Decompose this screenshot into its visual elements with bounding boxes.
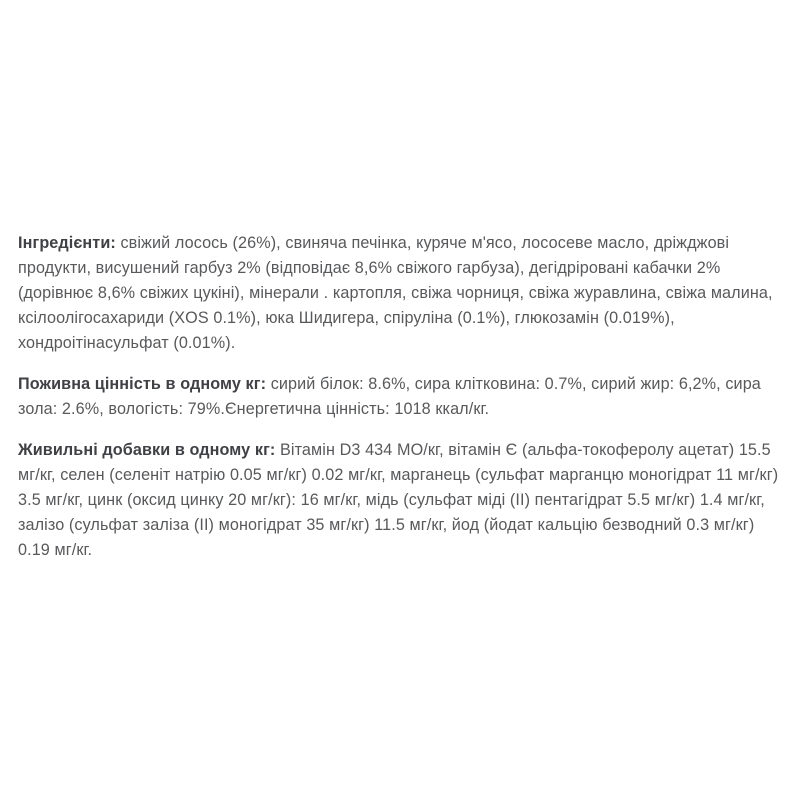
nutritional-value-heading: Поживна цінність в одному кг: xyxy=(18,375,267,393)
ingredients-paragraph xyxy=(18,231,784,356)
ingredients-text: свіжий лосось (26%), свиняча печінка, куряче м'ясо, лососеве масло, дріжджові продукти, висушений гарбуз 2% (відповідає 8,6% свіжого гарбуза), дегідріровані кабачки 2% (дорівнює 8,6% свіжих цукіні), мінерали . картопля, свіжа чорниця, свіжа журавлина, свіжа малина, ксілоолігосахариди (XOS 0.1%), юка Шидигера, спіруліна (0.1%), глюкозамін (0.019%), хондроітінасульфат (0.01%). xyxy=(18,234,773,352)
nutritional-value-text: сирий білок: 8.6%, сира клітковина: 0.7%, сирий жир: 6,2%, сира зола: 2.6%, вологість: 79%.Єнергетична цінність: 1018 ккал/кг. xyxy=(18,375,761,418)
nutritional-additives-paragraph xyxy=(18,438,784,563)
product-description-text xyxy=(18,231,784,563)
nutritional-additives-heading: Живильні добавки в одному кг: xyxy=(18,441,276,459)
nutritional-value-paragraph xyxy=(18,372,784,422)
nutritional-additives-text: Вітамін D3 434 МО/кг, вітамін Є (альфа-токоферолу ацетат) 15.5 мг/кг, селен (селеніт натрію 0.05 мг/кг) 0.02 мг/кг, марганець (сульфат марганцю моногідрат 11 мг/кг) 3.5 мг/кг, цинк (оксид цинку 20 мг/кг): 16 мг/кг, мідь (сульфат міді (II) пентагідрат 5.5 мг/кг) 1.4 мг/кг, залізо (сульфат заліза (II) моногідрат 35 мг/кг) 11.5 мг/кг, йод (йодат кальцію безводний 0.3 мг/кг) 0.19 мг/кг. xyxy=(18,441,779,559)
ingredients-heading: Інгредієнти: xyxy=(18,234,116,252)
